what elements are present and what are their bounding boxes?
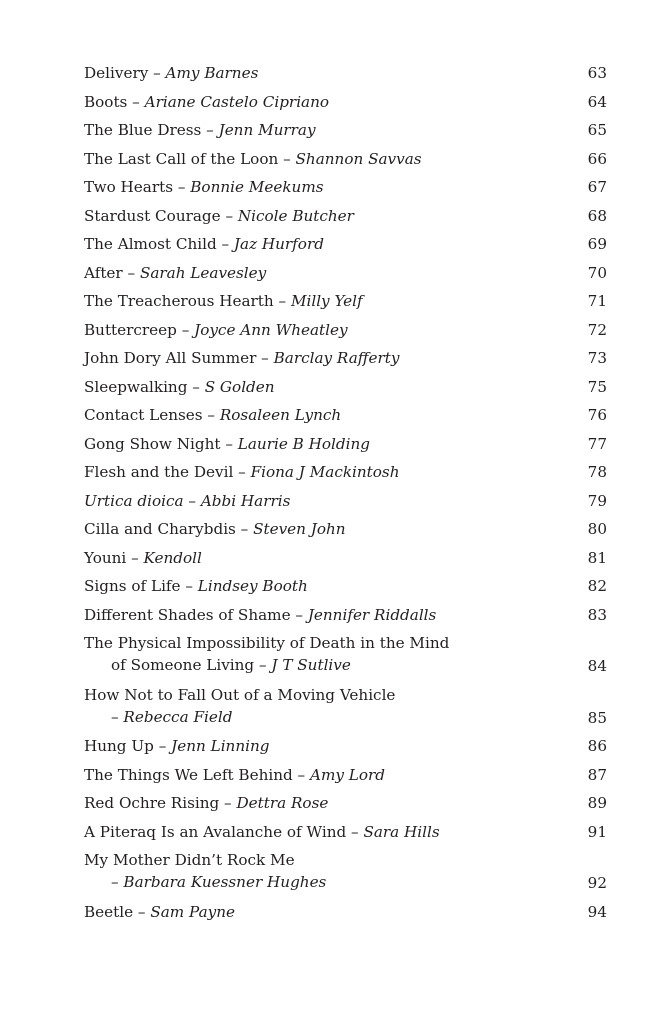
entry-author: Laurie B Holding (237, 434, 370, 453)
entry-title: Hung Up (84, 737, 154, 755)
entry-separator: – (290, 605, 308, 624)
toc-entry[interactable] (84, 377, 607, 398)
entry-page-number: 70 (587, 263, 607, 282)
toc-entry[interactable] (84, 177, 607, 198)
entry-line (84, 177, 324, 198)
entry-line (84, 263, 266, 284)
entry-title: Youni (84, 548, 127, 567)
entry-line (84, 605, 436, 626)
toc-entry-text (84, 736, 269, 757)
entry-separator: – (273, 292, 291, 310)
entry-author: Milly Yelf (290, 292, 363, 310)
toc-entry[interactable] (84, 206, 607, 227)
entry-page-number: 85 (587, 708, 607, 727)
entry-author: Bonnie Meekums (190, 178, 324, 196)
entry-page-number: 71 (587, 292, 607, 310)
entry-page-number: 86 (587, 737, 607, 755)
entry-line (84, 576, 308, 597)
entry-separator: – (111, 707, 124, 726)
entry-line (84, 348, 399, 369)
entry-page-number: 91 (587, 822, 607, 841)
entry-title: My Mother Didn’t Rock Me (84, 851, 295, 869)
entry-title: The Treacherous Hearth (84, 292, 274, 310)
toc-entry-text (84, 120, 316, 141)
entry-line (84, 120, 316, 141)
toc-entry-text (84, 605, 436, 626)
entry-title: of Someone Living (111, 656, 255, 674)
entry-page-number: 92 (587, 874, 607, 892)
toc-entry[interactable] (84, 576, 607, 597)
entry-separator: – (219, 794, 237, 812)
entry-page-number: 67 (587, 178, 607, 196)
toc-entry-text (84, 263, 266, 284)
entry-author: Sam Payne (150, 902, 235, 921)
entry-author: Jenn Murray (218, 121, 316, 139)
entry-line (84, 491, 290, 512)
toc-entry[interactable] (84, 519, 607, 540)
entry-title: Boots (84, 92, 128, 111)
entry-page-number: 68 (587, 206, 607, 225)
toc-entry[interactable] (84, 822, 607, 843)
entry-page-number: 89 (587, 794, 607, 812)
entry-title: Sleepwalking (84, 377, 188, 396)
entry-title: The Last Call of the Loon (84, 149, 279, 168)
entry-separator: – (346, 822, 364, 841)
entry-author: Joyce Ann Wheatley (194, 320, 348, 339)
toc-entry[interactable] (84, 548, 607, 569)
entry-separator: – (220, 434, 238, 453)
entry-separator: – (220, 206, 238, 225)
entry-separator: – (173, 178, 191, 196)
entry-title: How Not to Fall Out of a Moving Vehicle (84, 685, 396, 704)
toc-entry[interactable] (84, 765, 607, 786)
entry-separator: – (183, 491, 201, 510)
entry-separator: – (133, 902, 151, 921)
entry-separator: – (176, 320, 195, 339)
entry-title: Gong Show Night (84, 434, 221, 453)
entry-title: Beetle (84, 902, 134, 921)
toc-entry-text (84, 462, 400, 483)
toc-entry-text (84, 685, 395, 729)
entry-page-number: 87 (587, 765, 607, 784)
toc-entry[interactable] (84, 405, 607, 426)
toc-entry-text (84, 348, 399, 369)
entry-line (84, 149, 422, 170)
toc-entry-text (84, 519, 346, 540)
entry-line-continuation (84, 654, 449, 677)
entry-line (84, 548, 202, 569)
toc-entry[interactable] (84, 320, 607, 341)
entry-page-number: 65 (587, 121, 607, 139)
toc-entry[interactable] (84, 462, 607, 483)
toc-entry-text (84, 320, 348, 341)
entry-separator: – (180, 577, 198, 595)
entry-author: Jenn Linning (171, 737, 270, 755)
entry-title: Stardust Courage (84, 206, 221, 225)
toc-entry-text (84, 405, 341, 426)
entry-line (84, 291, 363, 312)
entry-line (84, 63, 258, 84)
toc-entry-text (84, 793, 328, 814)
entry-author: Kendoll (143, 548, 202, 567)
entry-line (84, 405, 341, 426)
entry-line (84, 685, 395, 706)
toc-entry-text (84, 765, 385, 786)
toc-entry-text (84, 291, 363, 312)
entry-line (84, 902, 235, 923)
entry-page-number: 77 (587, 434, 607, 453)
entry-author: Jaz Hurford (233, 235, 324, 253)
entry-line (84, 822, 440, 843)
toc-entry[interactable] (84, 348, 607, 369)
entry-line (84, 462, 400, 483)
entry-title: After (84, 263, 123, 282)
toc-entry[interactable] (84, 902, 607, 923)
toc-entry-text (84, 92, 329, 113)
entry-author: Nicole Butcher (237, 206, 354, 225)
entry-separator: – (148, 64, 166, 82)
entry-page-number: 81 (587, 548, 607, 567)
toc-entry-text (84, 377, 275, 398)
toc-entry-text (84, 822, 440, 843)
toc-entry-text (84, 63, 258, 84)
entry-separator: – (256, 349, 274, 367)
toc-entry[interactable] (84, 793, 607, 814)
entry-title: Urtica dioica (84, 491, 184, 510)
entry-separator: – (153, 737, 172, 755)
entry-line (84, 377, 275, 398)
entry-author: Barbara Kuessner Hughes (123, 873, 327, 891)
entry-page-number: 94 (587, 902, 607, 921)
toc-entry[interactable] (84, 63, 607, 84)
toc-entry[interactable] (84, 736, 607, 757)
entry-title: Signs of Life (84, 577, 181, 595)
entry-line (84, 92, 329, 113)
entry-line (84, 765, 385, 786)
toc-entry-text (84, 902, 235, 923)
entry-page-number: 83 (587, 605, 607, 624)
entry-line (84, 206, 354, 227)
entry-title: John Dory All Summer (84, 349, 257, 367)
entry-separator: – (127, 92, 145, 111)
entry-page-number: 64 (587, 92, 607, 111)
entry-author: Amy Barnes (165, 64, 259, 82)
entry-page-number: 69 (587, 235, 607, 253)
toc-entry[interactable] (84, 850, 607, 894)
toc-entry-text (84, 177, 324, 198)
toc-entry-text (84, 576, 308, 597)
entry-page-number: 84 (587, 657, 607, 675)
toc-entry-text (84, 850, 326, 894)
entry-line-continuation (84, 871, 326, 894)
toc-entry[interactable] (84, 633, 607, 677)
entry-page-number: 80 (587, 520, 607, 538)
entry-title: Flesh and the Devil (84, 463, 234, 481)
entry-title: Red Ochre Rising (84, 794, 220, 812)
toc-entry[interactable] (84, 92, 607, 113)
entry-author: Dettra Rose (236, 794, 329, 812)
entry-separator: – (202, 406, 220, 424)
entry-line (84, 633, 449, 654)
entry-author: Sara Hills (363, 822, 440, 841)
toc-entry-text (84, 548, 202, 569)
entry-separator: – (254, 656, 272, 674)
entry-page-number: 63 (587, 64, 607, 82)
entry-separator: – (235, 520, 254, 538)
entry-title: Different Shades of Shame (84, 605, 291, 624)
entry-line (84, 434, 370, 455)
entry-line (84, 850, 326, 871)
entry-line-continuation (84, 706, 395, 729)
entry-separator: – (216, 235, 234, 253)
entry-title: Contact Lenses (84, 406, 203, 424)
entry-author: Ariane Castelo Cipriano (144, 92, 330, 111)
entry-author: Rebecca Field (123, 707, 233, 726)
toc-entry-text (84, 149, 422, 170)
toc-entry-text (84, 491, 290, 512)
toc-entry-text (84, 206, 354, 227)
entry-separator: – (187, 377, 205, 396)
entry-title: Buttercreep (84, 320, 177, 339)
entry-separator: – (111, 873, 124, 891)
entry-title: The Physical Impossibility of Death in the Mind (84, 634, 450, 652)
entry-title: The Things We Left Behind (84, 765, 293, 784)
entry-title: A Piteraq Is an Avalanche of Wind (84, 822, 347, 841)
entry-separator: – (122, 263, 140, 282)
entry-line (84, 519, 346, 540)
entry-line (84, 736, 269, 757)
entry-author: J T Sutlive (271, 656, 351, 674)
entry-author: Sarah Leavesley (139, 263, 267, 282)
toc-entry[interactable] (84, 605, 607, 626)
entry-author: Rosaleen Lynch (219, 406, 342, 424)
entry-separator: – (292, 765, 310, 784)
entry-page-number: 72 (587, 320, 607, 339)
entry-author: Abbi Harris (200, 491, 291, 510)
toc-entry[interactable] (84, 685, 607, 729)
entry-page-number: 78 (587, 463, 607, 481)
toc-entry[interactable] (84, 263, 607, 284)
entry-page-number: 75 (587, 377, 607, 396)
entry-page-number: 73 (587, 349, 607, 367)
entry-title: The Almost Child (84, 235, 217, 253)
entry-title: Cilla and Charybdis (84, 520, 236, 538)
toc-entry[interactable] (84, 120, 607, 141)
toc-entry-text (84, 234, 324, 255)
entry-separator: – (126, 548, 144, 567)
toc-entry-text (84, 434, 370, 455)
entry-separator: – (201, 121, 219, 139)
entry-title: The Blue Dress (84, 121, 202, 139)
entry-author: Steven John (253, 520, 346, 538)
entry-page-number: 76 (587, 406, 607, 424)
toc-entry[interactable] (84, 149, 607, 170)
entry-author: Amy Lord (309, 765, 385, 784)
toc-entry[interactable] (84, 291, 607, 312)
entry-title: Two Hearts (84, 178, 174, 196)
entry-author: Jennifer Riddalls (307, 605, 437, 624)
entry-separator: – (233, 463, 251, 481)
table-of-contents (84, 63, 607, 930)
entry-title: Delivery (84, 64, 149, 82)
entry-author: Barclay Rafferty (273, 349, 400, 367)
entry-line (84, 234, 324, 255)
entry-page-number: 82 (587, 577, 607, 595)
entry-author: Lindsey Booth (197, 577, 308, 595)
entry-line (84, 320, 348, 341)
toc-entry-text (84, 633, 449, 677)
entry-author: Shannon Savvas (295, 149, 422, 168)
entry-page-number: 66 (587, 149, 607, 168)
entry-author: Fiona J Mackintosh (250, 463, 400, 481)
entry-separator: – (278, 149, 296, 168)
toc-entry[interactable] (84, 491, 607, 512)
entry-page-number: 79 (587, 491, 607, 510)
toc-entry[interactable] (84, 434, 607, 455)
entry-line (84, 793, 328, 814)
entry-author: S Golden (204, 377, 275, 396)
toc-entry[interactable] (84, 234, 607, 255)
